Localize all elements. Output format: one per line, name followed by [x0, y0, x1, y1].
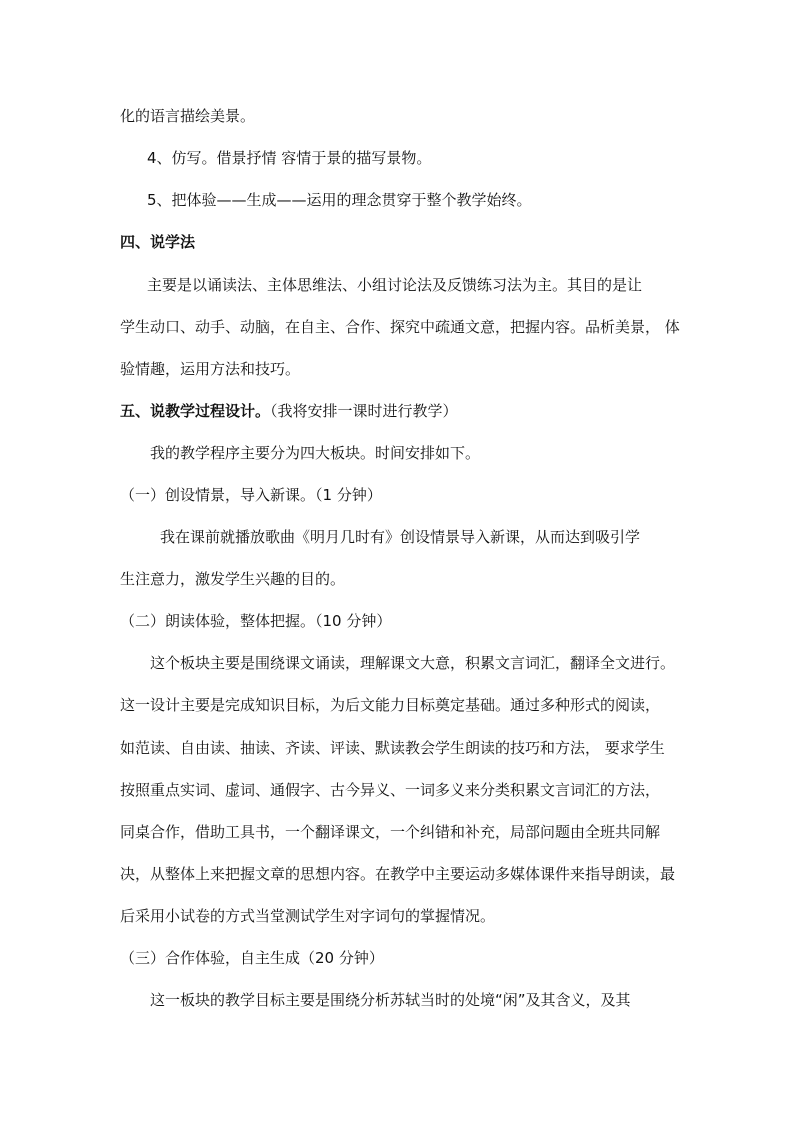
- section-heading: 四、说学法: [120, 233, 196, 251]
- text-line: 如范读、自由读、抽读、齐读、评读、默读教会学生朗读的技巧和方法， 要求学生: [120, 739, 665, 757]
- text-line: 化的语言描绘美景。: [120, 107, 256, 125]
- text-line: 这个板块主要是围绕课文诵读，理解课文大意，积累文言词汇，翻译全文进行。: [150, 654, 676, 672]
- text-line: 学生动口、动手、动脑，在自主、合作、探究中疏通文意，把握内容。品析美景， 体: [120, 318, 680, 336]
- text-line: 后采用小试卷的方式当堂测试学生对字词句的掌握情况。: [120, 907, 496, 925]
- text-line: 生注意力，激发学生兴趣的目的。: [120, 570, 346, 588]
- text-line: 这一板块的教学目标主要是围绕分析苏轼当时的处境“闲”及其含义，及其: [150, 991, 631, 1009]
- subsection-heading: （三）合作体验，自主生成（20 分钟）: [120, 949, 384, 967]
- text-line: 这一设计主要是完成知识目标，为后文能力目标奠定基础。通过多种形式的阅读，: [120, 696, 661, 714]
- list-item: 5、把体验——生成——运用的理念贯穿于整个教学始终。: [147, 191, 532, 209]
- text-line: 同桌合作，借助工具书，一个翻译课文，一个纠错和补充，局部问题由全班共同解: [120, 823, 661, 841]
- text-line: 主要是以诵读法、主体思维法、小组讨论法及反馈练习法为主。其目的是让: [147, 276, 643, 294]
- subsection-heading: （二）朗读体验，整体把握。（10 分钟）: [120, 612, 392, 630]
- section-heading-note: （我将安排一课时进行教学）: [270, 402, 458, 420]
- section-heading-line: [120, 401, 458, 421]
- text-line: 决，从整体上来把握文章的思想内容。在教学中主要运动多媒体课件来指导朗读，最: [120, 865, 676, 883]
- list-item: 4、仿写。借景抒情 容情于景的描写景物。: [147, 149, 432, 167]
- section-heading: 五、说教学过程设计。: [120, 402, 271, 420]
- subsection-heading: （一）创设情景，导入新课。（1 分钟）: [120, 486, 382, 504]
- text-line: 我在课前就播放歌曲《明月几时有》创设情景导入新课，从而达到吸引学: [160, 528, 641, 546]
- text-line: 按照重点实词、虚词、通假字、古今异义、一词多义来分类积累文言词汇的方法，: [120, 781, 661, 799]
- text-line: 验情趣，运用方法和技巧。: [120, 360, 301, 378]
- text-line: 我的教学程序主要分为四大板块。时间安排如下。: [150, 444, 481, 462]
